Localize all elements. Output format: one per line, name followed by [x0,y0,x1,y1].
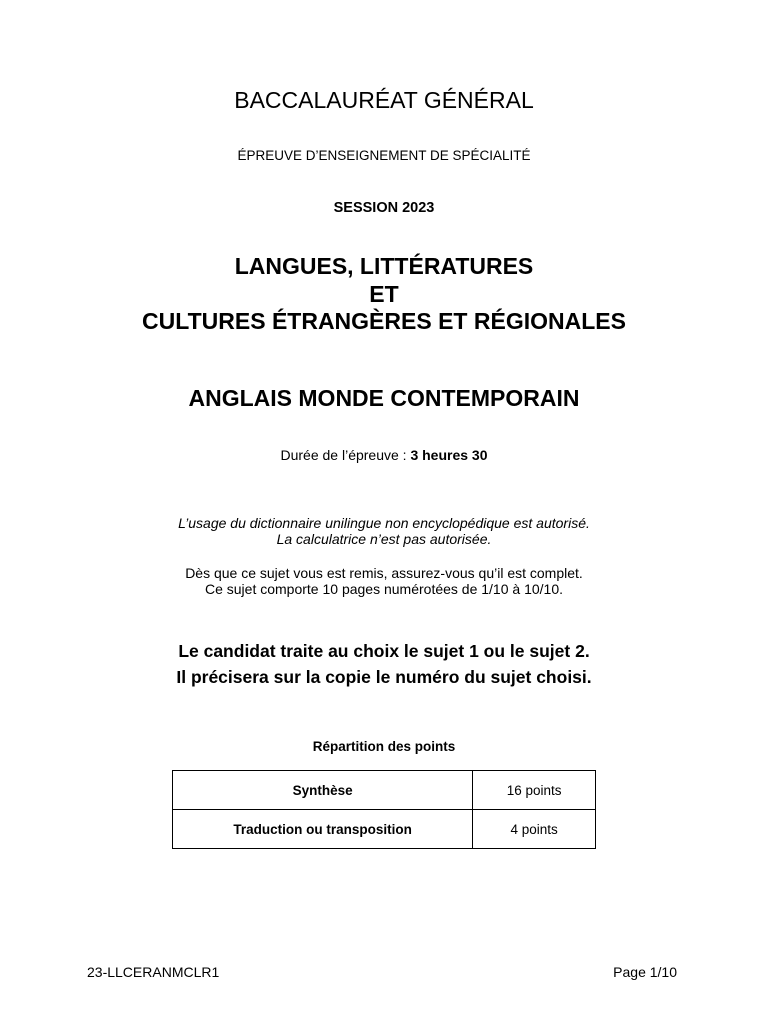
row-value: 16 points [473,771,596,810]
choice-instruction-2: Il précisera sur la copie le numéro du sujet choisi. [176,667,592,687]
page-number: Page 1/10 [613,964,677,980]
table-row [173,771,596,810]
document-code: 23-LLCERANMCLR1 [87,964,220,980]
points-table [172,770,596,849]
row-value: 4 points [473,810,596,849]
calculator-note: La calculatrice n’est pas autorisée. [276,531,492,547]
session-label: SESSION 2023 [333,200,435,216]
subject-line-3: CULTURES ÉTRANGÈRES ET RÉGIONALES [142,308,626,334]
choice-instruction-1: Le candidat traite au choix le sujet 1 ou le sujet 2. [178,641,590,661]
subject-line-1: LANGUES, LITTÉRATURES [234,253,534,279]
exam-type: ÉPREUVE D’ENSEIGNEMENT DE SPÉCIALITÉ [237,148,531,163]
row-label: Synthèse [173,771,473,810]
page-title: BACCALAURÉAT GÉNÉRAL [234,87,534,113]
duration-value: 3 heures 30 [410,447,488,463]
points-table-title: Répartition des points [312,739,456,754]
page-count-note: Ce sujet comporte 10 pages numérotées de 1/10 à 10/10. [204,581,563,597]
duration-line [0,446,768,464]
dictionary-note: L’usage du dictionnaire unilingue non encyclopédique est autorisé. [178,515,590,531]
specialty-title: ANGLAIS MONDE CONTEMPORAIN [188,385,580,411]
duration-label: Durée de l’épreuve : [280,447,411,463]
subject-line-2: ET [369,281,399,307]
table-row [173,810,596,849]
completeness-note: Dès que ce sujet vous est remis, assurez-vous qu’il est complet. [185,565,583,581]
row-label: Traduction ou transposition [173,810,473,849]
